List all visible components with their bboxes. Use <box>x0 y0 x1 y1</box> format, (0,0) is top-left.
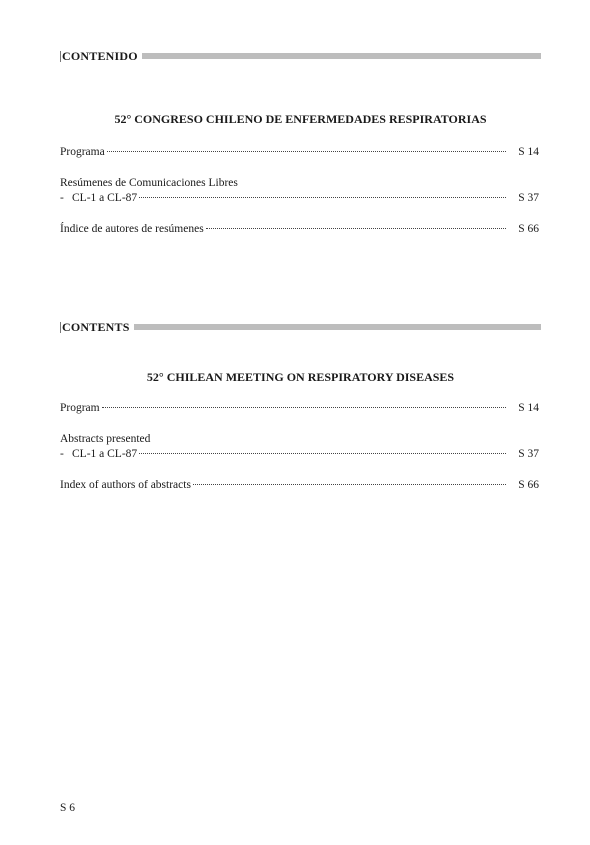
toc-entry-page: S 66 <box>518 223 539 235</box>
toc-entry-program <box>60 401 539 416</box>
section-heading-label: CONTENTS <box>62 319 130 334</box>
toc-entry-text: CL-1 a CL-87 <box>72 448 138 460</box>
section-heading-contents <box>60 320 541 334</box>
toc-entry-indice <box>60 222 539 237</box>
section-heading-contenido <box>60 49 541 63</box>
toc-entry-page: S 14 <box>518 146 539 158</box>
toc-entry-lead: Resúmenes de Comunicaciones Libres <box>60 177 238 189</box>
congress-title-es: 52° CONGRESO CHILENO DE ENFERMEDADES RESPIRATORIAS <box>114 112 487 126</box>
toc-entry-text: Programa <box>60 146 105 158</box>
toc-entry-text: Índice de autores de resúmenes <box>60 223 204 235</box>
heading-rule <box>134 324 541 330</box>
toc-entry-index <box>60 478 539 493</box>
dot-leader <box>107 151 507 152</box>
dot-leader <box>139 197 506 198</box>
heading-rule <box>142 53 541 59</box>
heading-tick <box>60 322 61 333</box>
page-number: S 6 <box>60 802 76 814</box>
toc-entry-text: Program <box>60 402 100 414</box>
toc-es <box>60 145 539 237</box>
congress-title-en: 52° CHILEAN MEETING ON RESPIRATORY DISEASES <box>146 370 455 384</box>
toc-entry-prefix: - <box>60 448 64 460</box>
toc-entry-page: S 37 <box>518 448 539 460</box>
toc-entry-prefix: - <box>60 192 64 204</box>
toc-entry-lead: Abstracts presented <box>60 433 151 445</box>
section-heading-label: CONTENIDO <box>62 48 138 63</box>
toc-entry-programa <box>60 145 539 160</box>
dot-leader <box>193 484 506 485</box>
dot-leader <box>139 453 506 454</box>
toc-entry-page: S 37 <box>518 192 539 204</box>
dot-leader <box>102 407 507 408</box>
toc-entry-page: S 14 <box>518 402 539 414</box>
heading-tick <box>60 51 61 62</box>
toc-entry-comunicaciones <box>60 191 539 206</box>
toc-entry-text: CL-1 a CL-87 <box>72 192 138 204</box>
toc-entry-page: S 66 <box>518 479 539 491</box>
toc-entry-text: Index of authors of abstracts <box>60 479 191 491</box>
toc-entry-abstracts <box>60 447 539 462</box>
toc-en <box>60 401 539 493</box>
dot-leader <box>206 228 507 229</box>
